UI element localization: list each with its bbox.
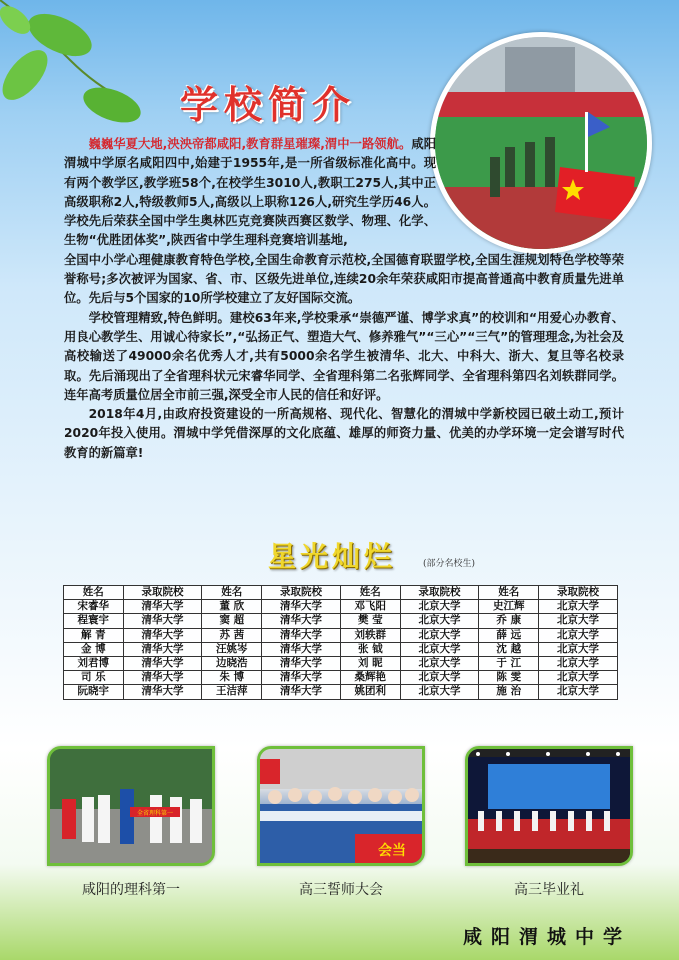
- intro-lead: 巍巍华夏大地,泱泱帝都咸阳,教育群星璀璨,渭中一路领航。: [88, 137, 412, 151]
- page-title: 学校简介: [180, 82, 357, 127]
- university-cell: 清华大学: [262, 600, 341, 614]
- student-name-cell: 桑辉艳: [340, 671, 400, 685]
- section-subtitle: (部分名校生): [423, 559, 476, 569]
- column-header: 姓名: [340, 586, 400, 600]
- intro-paragraph-3: 2018年4月,由政府投资建设的一所高规格、现代化、智慧化的渭城中学新校园已破土动工,预计2020年投入使用。渭城中学凭借深厚的文化底蕴、雄厚的师资力量、优美的办学环境一定会谱写时代教育的新篇章!: [64, 407, 624, 460]
- student-name-cell: 于 江: [479, 656, 539, 670]
- university-cell: 北京大学: [400, 628, 479, 642]
- student-name-cell: 史江辉: [479, 600, 539, 614]
- admissions-table: [63, 585, 618, 700]
- table-row: [64, 614, 618, 628]
- column-header: 录取院校: [539, 586, 618, 600]
- student-name-cell: 薛 远: [479, 628, 539, 642]
- student-name-cell: 窦 超: [202, 614, 262, 628]
- column-header: 姓名: [64, 586, 124, 600]
- student-name-cell: 王洁萍: [202, 685, 262, 699]
- student-name-cell: 刘轶群: [340, 628, 400, 642]
- photo-caption: 高三毕业礼: [514, 882, 584, 898]
- university-cell: 清华大学: [123, 600, 202, 614]
- photo-banner-text: 全省理科第一: [136, 810, 174, 817]
- university-cell: 北京大学: [400, 671, 479, 685]
- rally-photo: [257, 746, 425, 866]
- student-name-cell: 刘 昵: [340, 656, 400, 670]
- university-cell: 北京大学: [400, 600, 479, 614]
- student-name-cell: 陈 雯: [479, 671, 539, 685]
- photo-banner-text: 会当: [378, 843, 406, 859]
- science-top-photo: [47, 746, 215, 866]
- rally-illustration: [260, 749, 422, 863]
- student-name-cell: 张 钺: [340, 642, 400, 656]
- university-cell: 北京大学: [400, 642, 479, 656]
- university-cell: 清华大学: [262, 642, 341, 656]
- student-name-cell: 汪姚岑: [202, 642, 262, 656]
- table-row: [64, 685, 618, 699]
- university-cell: 北京大学: [539, 628, 618, 642]
- university-cell: 北京大学: [539, 614, 618, 628]
- university-cell: 清华大学: [262, 685, 341, 699]
- intro-paragraph-1a: 咸阳渭城中学原名咸阳四中,始建于1955年,是一所省级标准化高中。现有两个教学区,教学班58个,在校学生3010人,教职工275人,其中正高级职称2人,特级教师5人,高级以上职称126人,研究生学历46人。学校先后荣获全国中学生奥林匹克竞赛陕西赛区数学、物理、化学、生物“优胜团体奖”,陕西省中学生理科竞赛培训基地,: [64, 137, 436, 248]
- university-cell: 清华大学: [123, 656, 202, 670]
- section-title: 星光灿烂: [268, 540, 397, 573]
- graduation-photo: [465, 746, 633, 866]
- student-name-cell: 金 博: [64, 642, 124, 656]
- university-cell: 清华大学: [262, 614, 341, 628]
- school-name: 咸阳渭城中学: [462, 926, 631, 948]
- university-cell: 清华大学: [262, 671, 341, 685]
- school-introduction: [64, 135, 624, 463]
- university-cell: 清华大学: [123, 671, 202, 685]
- student-name-cell: 乔 康: [479, 614, 539, 628]
- column-header: 姓名: [202, 586, 262, 600]
- university-cell: 清华大学: [123, 642, 202, 656]
- student-name-cell: 阮晓宇: [64, 685, 124, 699]
- student-name-cell: 董 欣: [202, 600, 262, 614]
- table-row: [64, 628, 618, 642]
- column-header: 录取院校: [400, 586, 479, 600]
- student-name-cell: 邓飞阳: [340, 600, 400, 614]
- photo-caption: 咸阳的理科第一: [82, 882, 180, 898]
- column-header: 姓名: [479, 586, 539, 600]
- photo-caption: 高三誓师大会: [299, 882, 383, 898]
- leaves-decoration: [0, 0, 150, 130]
- student-name-cell: 程寰宇: [64, 614, 124, 628]
- university-cell: 清华大学: [123, 685, 202, 699]
- table-header-row: [64, 586, 618, 600]
- student-name-cell: 司 乐: [64, 671, 124, 685]
- university-cell: 清华大学: [262, 656, 341, 670]
- student-name-cell: 朱 博: [202, 671, 262, 685]
- university-cell: 北京大学: [539, 642, 618, 656]
- intro-paragraph-2: 学校管理精致,特色鲜明。建校63年来,学校秉承“崇德严谨、博学求真”的校训和“用爱心办教育、用良心教学生、用诚心待家长”,“弘扬正气、塑造大气、修养雅气”“三心”“三气”的管理理念,为社会及高校输送了49000余名优秀人才,共有5000余名学生被清华、北大、中科大、浙大、复旦等名校录取。先后涌现出了全省理科状元宋睿华同学、全省理科第二名张辉同学、全省理科第四名刘轶群同学。连年高考质量位居全市前三强,深受全市人民的信任和好评。: [64, 310, 624, 402]
- student-name-cell: 樊 莹: [340, 614, 400, 628]
- column-header: 录取院校: [262, 586, 341, 600]
- university-cell: 北京大学: [400, 685, 479, 699]
- student-name-cell: 刘君博: [64, 656, 124, 670]
- table-row: [64, 642, 618, 656]
- column-header: 录取院校: [123, 586, 202, 600]
- university-cell: 北京大学: [539, 685, 618, 699]
- graduation-illustration: [468, 749, 630, 863]
- student-name-cell: 苏 茜: [202, 628, 262, 642]
- university-cell: 北京大学: [400, 656, 479, 670]
- student-name-cell: 沈 越: [479, 642, 539, 656]
- university-cell: 北京大学: [539, 671, 618, 685]
- university-cell: 北京大学: [539, 600, 618, 614]
- student-name-cell: 姚团利: [340, 685, 400, 699]
- university-cell: 北京大学: [539, 656, 618, 670]
- student-name-cell: 宋睿华: [64, 600, 124, 614]
- table-row: [64, 656, 618, 670]
- university-cell: 清华大学: [123, 614, 202, 628]
- university-cell: 北京大学: [400, 614, 479, 628]
- university-cell: 清华大学: [262, 628, 341, 642]
- table-row: [64, 600, 618, 614]
- student-name-cell: 解 青: [64, 628, 124, 642]
- table-row: [64, 671, 618, 685]
- university-cell: 清华大学: [123, 628, 202, 642]
- student-name-cell: 边晓浩: [202, 656, 262, 670]
- science-top-illustration: [50, 749, 212, 863]
- student-name-cell: 施 治: [479, 685, 539, 699]
- intro-paragraph-1b: 全国中小学心理健康教育特色学校,全国生命教育示范校,全国德育联盟学校,全国生涯规划特色学校等荣誉称号;多次被评为国家、省、市、区级先进单位,连续20余年荣获咸阳市提高普通高中教育质量先进单位。先后与5个国家的10所学校建立了友好国际交流。: [64, 252, 624, 306]
